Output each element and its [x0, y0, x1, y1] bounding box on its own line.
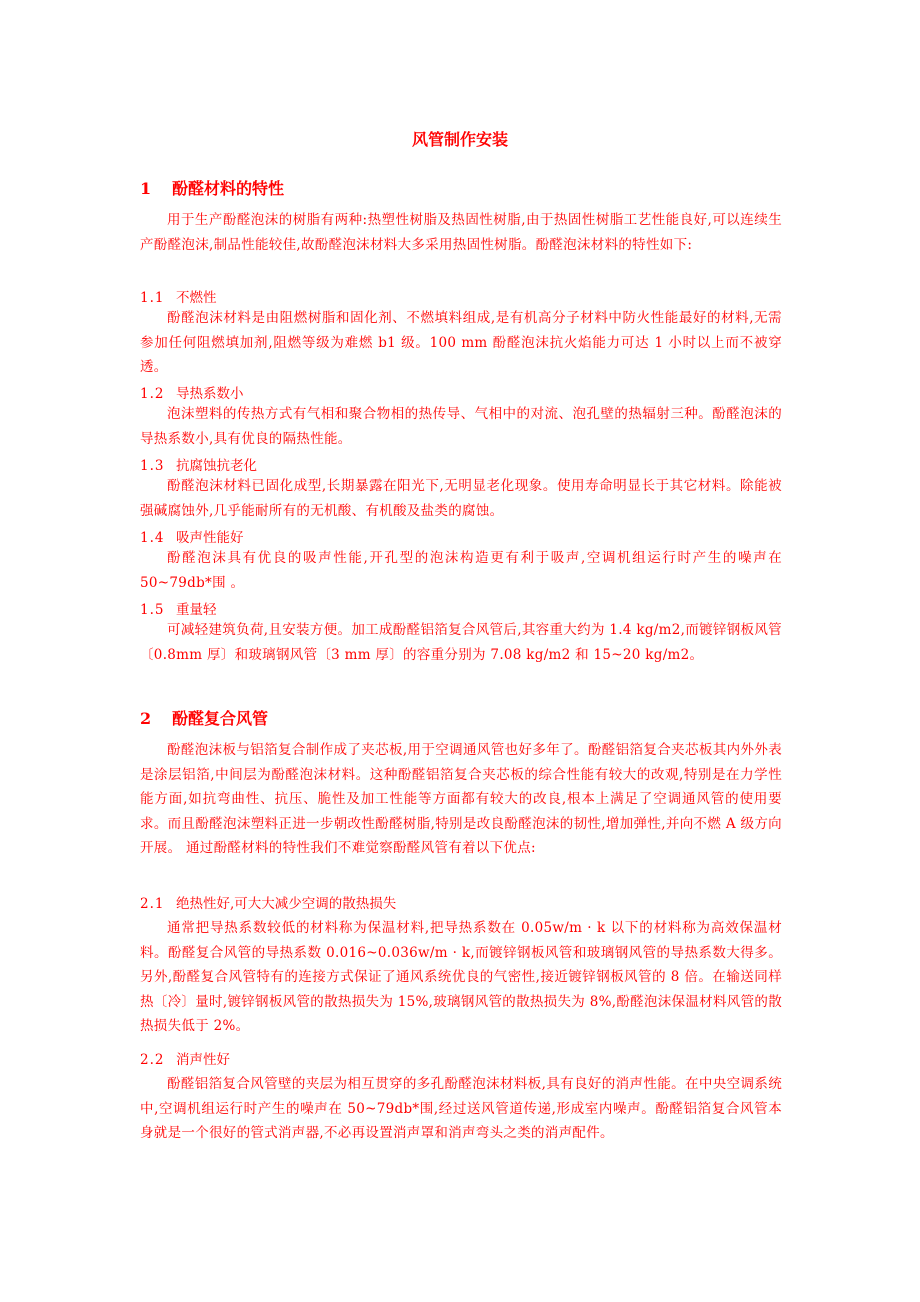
subsection-1-3-heading — [140, 454, 257, 474]
section-1-number: 1 — [140, 179, 152, 198]
subsection-title: 抗腐蚀抗老化 — [176, 458, 257, 474]
subsection-1-2-text: 泡沫塑料的传热方式有气相和聚合物相的热传导、气相中的对流、泡孔壁的热辐射三种。酚醛泡沫的导热系数小,具有优良的隔热性能。 — [140, 406, 782, 447]
subsection-number: 2.2 — [140, 1052, 165, 1068]
subsection-number: 2.1 — [140, 896, 165, 912]
subsection-title: 导热系数小 — [176, 386, 244, 402]
subsection-1-4-heading — [140, 526, 244, 546]
subsection-2-1-heading — [140, 892, 396, 912]
subsection-2-2-heading — [140, 1048, 230, 1068]
subsection-number: 1.1 — [140, 290, 165, 306]
section-1-intro: 用于生产酚醛泡沫的树脂有两种:热塑性树脂及热固性树脂,由于热固性树脂工艺性能良好,可以连续生产酚醛泡沫,制品性能较佳,故酚醛泡沫材料大多采用热固性树脂。酚醛泡沫材料的特性如下: — [140, 212, 782, 253]
section-1-heading — [140, 176, 284, 199]
subsection-title: 吸声性能好 — [176, 530, 244, 546]
subsection-1-5-heading — [140, 598, 217, 618]
section-2-intro: 酚醛泡沫板与铝箔复合制作成了夹芯板,用于空调通风管也好多年了。酚醛铝箔复合夹芯板其内外外表是涂层铝箔,中间层为酚醛泡沫材料。这种酚醛铝箔复合夹芯板的综合性能有较大的改观,特别是在力学性能方面,如抗弯曲性、抗压、脆性及加工性能等方面都有较大的改良,根本上满足了空调通风管的使用要求。而且酚醛泡沫塑料正进一步朝改性酚醛树脂,特别是改良酚醛泡沫的韧性,增加弹性,并向不燃 A 级方向开展。 通过酚醛材料的特性我们不难觉察酚醛风管有着以下优点: — [140, 742, 782, 856]
subsection-1-1-text: 酚醛泡沫材料是由阻燃树脂和固化剂、不燃填料组成,是有机高分子材料中防火性能最好的材料,无需参加任何阻燃填加剂,阻燃等级为难燃 b1 级。100 mm 酚醛泡沫抗火焰能力可达 1 小时以上而不被穿透。 — [140, 310, 782, 375]
subsection-1-3-text: 酚醛泡沫材料已固化成型,长期暴露在阳光下,无明显老化现象。使用寿命明显长于其它材料。除能被强碱腐蚀外,几乎能耐所有的无机酸、有机酸及盐类的腐蚀。 — [140, 478, 782, 519]
subsection-1-1-heading — [140, 286, 217, 306]
subsection-1-5-text: 可减轻建筑负荷,且安装方便。加工成酚醛铝箔复合风管后,其容重大约为 1.4 kg/m2,而镀锌钢板风管〔0.8mm 厚〕和玻璃钢风管〔3 mm 厚〕的容重分别为 7.08 kg/m2 和 15~20 kg/m2。 — [140, 622, 782, 663]
section-2-title: 酚醛复合风管 — [172, 709, 269, 728]
section-2-number: 2 — [140, 709, 152, 728]
subsection-number: 1.5 — [140, 602, 165, 618]
document-title: 风管制作安装 — [411, 130, 508, 149]
subsection-number: 1.2 — [140, 386, 165, 402]
subsection-number: 1.3 — [140, 458, 165, 474]
subsection-title: 重量轻 — [176, 602, 217, 618]
subsection-title: 消声性好 — [176, 1052, 230, 1068]
subsection-title: 不燃性 — [176, 290, 217, 306]
subsection-2-2-text: 酚醛铝箔复合风管壁的夹层为相互贯穿的多孔酚醛泡沫材料板,具有良好的消声性能。在中央空调系统中,空调机组运行时产生的噪声在 50~79db*围,经过送风管道传递,形成室内噪声。酚醛铝箔复合风管本身就是一个很好的管式消声器,不必再设置消声罩和消声弯头之类的消声配件。 — [140, 1076, 782, 1141]
section-2-heading — [140, 706, 268, 729]
subsection-2-1-text: 通常把导热系数较低的材料称为保温材料,把导热系数在 0.05w/m · k 以下的材料称为高效保温材料。酚醛复合风管的导热系数 0.016~0.036w/m · k,而镀锌钢板风管和玻璃钢风管的导热系数大得多。另外,酚醛复合风管特有的连接方式保证了通风系统优良的气密性,接近镀锌钢板风管的 8 倍。在输送同样热〔冷〕量时,镀锌钢板风管的散热损失为 15%,玻璃钢风管的散热损失为 8%,酚醛泡沫保温材料风管的散热损失低于 2%。 — [140, 920, 782, 1034]
subsection-1-2-heading — [140, 382, 244, 402]
subsection-1-4-text: 酚醛泡沫具有优良的吸声性能,开孔型的泡沫构造更有利于吸声,空调机组运行时产生的噪声在 50~79db*围 。 — [140, 550, 782, 591]
subsection-title: 绝热性好,可大大减少空调的散热损失 — [176, 896, 397, 912]
section-1-title: 酚醛材料的特性 — [172, 179, 285, 198]
subsection-number: 1.4 — [140, 530, 165, 546]
